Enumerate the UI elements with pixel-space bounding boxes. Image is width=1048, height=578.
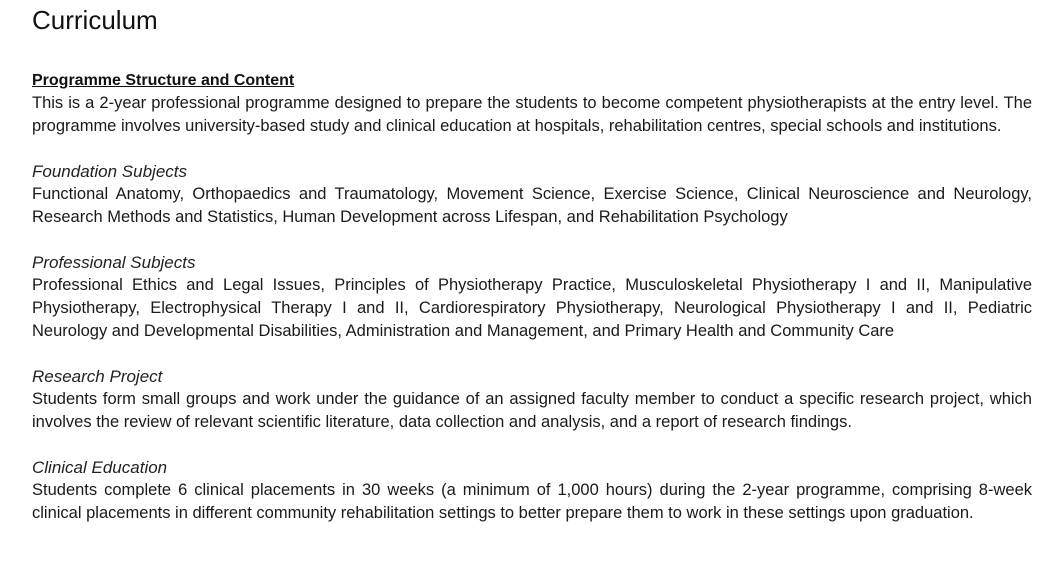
page-title: Curriculum bbox=[32, 5, 158, 35]
clinical-education-text: Students complete 6 clinical placements in 30 weeks (a minimum of 1,000 hours) during the 2-year programme, comprising 8-week clinical placements in different community rehabilitation settings to better prepare them to work in these settings upon graduation. bbox=[32, 481, 1032, 522]
professional-subjects-section bbox=[32, 251, 1032, 343]
programme-structure-text: This is a 2-year professional programme designed to prepare the students to become competent physiotherapists at the entry level. The programme involves university-based study and clinical education at hospitals, rehabilitation centres, special schools and institutions. bbox=[32, 94, 1032, 135]
professional-subjects-heading: Professional Subjects bbox=[32, 253, 196, 272]
foundation-subjects-heading: Foundation Subjects bbox=[32, 162, 187, 181]
programme-structure-heading: Programme Structure and Content bbox=[32, 72, 295, 89]
professional-subjects-text: Professional Ethics and Legal Issues, Principles of Physiotherapy Practice, Musculoskeletal Physiotherapy I and II, Manipulative Physiotherapy, Electrophysical Therapy I and II, Cardiorespiratory Physiotherapy, Neurological Physiotherapy I and II, Pediatric Neurology and Developmental Disabilities, Administration and Management, and Primary Health and Community Care bbox=[32, 276, 1032, 340]
foundation-subjects-text: Functional Anatomy, Orthopaedics and Traumatology, Movement Science, Exercise Science, Clinical Neuroscience and Neurology, Research Methods and Statistics, Human Development across Lifespan, and Rehabilitation Psychology bbox=[32, 185, 1032, 226]
clinical-education-heading: Clinical Education bbox=[32, 458, 168, 477]
foundation-subjects-section bbox=[32, 160, 1032, 229]
research-project-text: Students form small groups and work under the guidance of an assigned faculty member to conduct a specific research project, which involves the review of relevant scientific literature, data collection and analysis, and a report of research findings. bbox=[32, 390, 1032, 431]
programme-structure-section bbox=[32, 70, 1032, 138]
research-project-section bbox=[32, 365, 1032, 434]
clinical-education-section bbox=[32, 456, 1032, 525]
research-project-heading: Research Project bbox=[32, 367, 163, 386]
